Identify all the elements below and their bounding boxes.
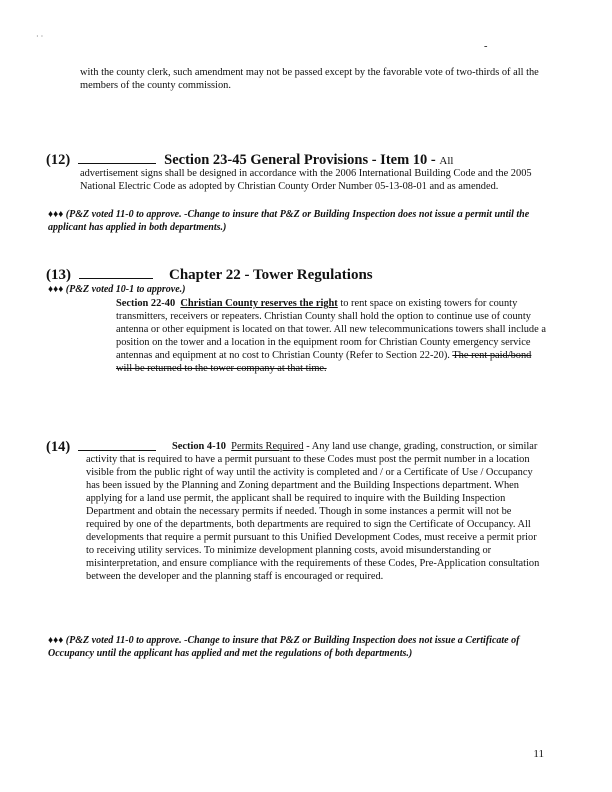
top-dash: -: [484, 41, 488, 52]
item-13-title: Chapter 22 - Tower Regulations: [169, 267, 373, 283]
item-13-body: [116, 297, 546, 375]
item-13-number: (13): [46, 267, 71, 283]
item-13-note: ♦♦♦ (P&Z voted 10-1 to approve.): [48, 284, 186, 295]
intro-paragraph: with the county clerk, such amendment may not be passed except by the favorable vote of two-thirds of all the members of the county commission.: [80, 67, 539, 91]
item-12-body: advertisement signs shall be designed in accordance with the 2006 International Building Code and the 2005 National Electric Code as adopted by Christian County Order Number 05-13-08-01 and as amended.: [80, 168, 532, 192]
item-13-section: Section 22-40: [116, 298, 176, 309]
item-12-title: Section 23-45 General Provisions - Item 10 -: [164, 152, 436, 168]
item-14-text: - Any land use change, grading, construction, or similar activity that is required to have a permit pursuant to these Codes must post the permit number in a location visible from the public right of way until the activity is completed and / or a Certificate of Use / Occupancy has been issued by the Planning and Zoning department and the Building Inspections department. When applying for a land use permit, the applicant shall be required to inquire with the Building Inspection Department and obtain the necessary permits if needed. Though in some instances a permit will not be required by one of the departments, both departments are required to sign the Certificate of Occupancy. All developments that require a permit pursuant to this Unified Development Codes, must receive a permit prior to receiving utility services. To minimize development planning costs, avoid misunderstanding or misinterpretation, and ensure compliance with the requirements of these Codes, Pre-Application consultation between the developer and the planning staff is encouraged or required.: [86, 441, 540, 582]
item-14-body: [86, 440, 546, 583]
item-12-lead: All: [439, 155, 454, 167]
item-14-section-title: Permits Required: [231, 441, 304, 452]
item-12-note: ♦♦♦ (P&Z voted 11-0 to approve. -Change to insure that P&Z or Building Inspection does not issue a permit until the applicant has applied in both departments.): [48, 209, 530, 233]
item-13-text: to rent space on existing towers for county transmitters, receivers or repeaters. Christian County shall hold the option to continue use of county antenna or other equipment is located on that tower. All new telecommunications towers shall include a position on the tower and a location in the equipment room for Christian County emergency service antennas and equipment at no cost to Christian County (Refer to Section 22-20).: [116, 298, 546, 361]
page-number: 11: [533, 748, 544, 760]
item-13-heading: [46, 266, 373, 284]
item-13-blank: [79, 266, 153, 279]
scan-mark: · ·: [36, 32, 44, 41]
item-13-struck-text: The rent paid/bond will be returned to the tower company at that time.: [116, 350, 532, 374]
item-13-section-title: Christian County reserves the right: [180, 298, 338, 309]
item-14-number: (14): [46, 439, 71, 455]
item-12-number: (12): [46, 152, 71, 168]
item-12-blank: [78, 151, 156, 164]
item-14-section: Section 4-10: [172, 441, 226, 452]
item-14-note: ♦♦♦ (P&Z voted 11-0 to approve. -Change to insure that P&Z or Building Inspection does not issue a Certificate of Occupancy until the applicant has applied and met the regulations of both departments.): [48, 635, 520, 659]
